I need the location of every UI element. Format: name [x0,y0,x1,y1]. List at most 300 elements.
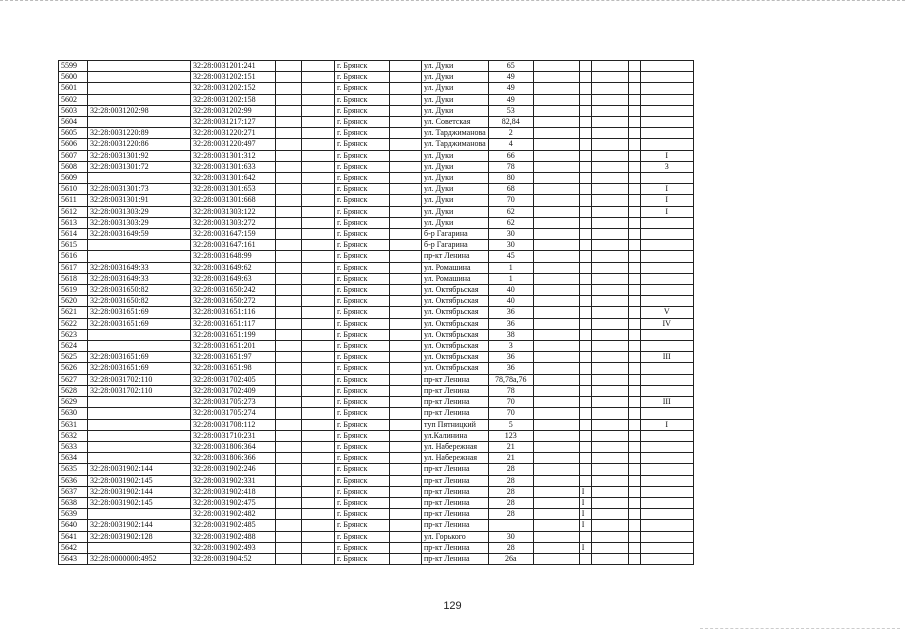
empty-cell [390,173,422,184]
object-cadastral-cell: 32:28:0031705:274 [191,408,276,419]
premise-mark-cell [640,497,693,508]
building-mark-cell [579,217,591,228]
parcel-cadastral-cell [88,173,191,184]
empty-cell [591,374,628,385]
empty-cell [276,150,302,161]
premise-mark-cell [640,520,693,531]
empty-cell [302,542,335,553]
empty-cell [533,251,579,262]
object-cadastral-cell: 32:28:0031647:159 [191,229,276,240]
object-cadastral-cell: 32:28:0031301:668 [191,195,276,206]
table-row [59,217,694,228]
empty-cell [533,195,579,206]
house-number-cell: 49 [488,72,533,83]
empty-cell [302,475,335,486]
empty-cell [628,105,640,116]
building-mark-cell: I [579,542,591,553]
parcel-cadastral-cell [88,251,191,262]
empty-cell [591,329,628,340]
table-row [59,408,694,419]
empty-cell [533,61,579,72]
empty-cell [533,374,579,385]
city-cell: г. Брянск [335,61,390,72]
table-row [59,441,694,452]
table-row [59,363,694,374]
empty-cell [302,184,335,195]
building-mark-cell [579,419,591,430]
empty-cell [276,61,302,72]
empty-cell [302,61,335,72]
register-table-body [59,61,694,565]
building-mark-cell [579,206,591,217]
row-number-cell: 5626 [59,363,88,374]
building-mark-cell [579,94,591,105]
empty-cell [533,184,579,195]
object-cadastral-cell: 32:28:0031702:409 [191,385,276,396]
table-row [59,251,694,262]
empty-cell [276,83,302,94]
street-cell: ул. Октябрьская [422,363,489,374]
building-mark-cell [579,307,591,318]
empty-cell [533,105,579,116]
table-row [59,464,694,475]
empty-cell [628,486,640,497]
empty-cell [276,128,302,139]
empty-cell [628,285,640,296]
empty-cell [390,352,422,363]
empty-cell [591,161,628,172]
house-number-cell: 2 [488,128,533,139]
parcel-cadastral-cell: 32:28:0031902:128 [88,531,191,542]
empty-cell [591,497,628,508]
table-row [59,94,694,105]
empty-cell [390,296,422,307]
empty-cell [533,161,579,172]
parcel-cadastral-cell: 32:28:0031902:144 [88,464,191,475]
street-cell: ул. Набережная [422,453,489,464]
empty-cell [591,262,628,273]
empty-cell [628,509,640,520]
premise-mark-cell [640,72,693,83]
empty-cell [628,195,640,206]
building-mark-cell [579,441,591,452]
object-cadastral-cell: 32:28:0031301:642 [191,173,276,184]
empty-cell [628,83,640,94]
street-cell: ул. Дуки [422,150,489,161]
city-cell: г. Брянск [335,195,390,206]
empty-cell [533,128,579,139]
premise-mark-cell [640,363,693,374]
street-cell: пр-кт Ленина [422,486,489,497]
empty-cell [276,139,302,150]
empty-cell [533,486,579,497]
city-cell: г. Брянск [335,486,390,497]
empty-cell [591,352,628,363]
empty-cell [276,441,302,452]
object-cadastral-cell: 32:28:0031902:246 [191,464,276,475]
empty-cell [302,161,335,172]
row-number-cell: 5638 [59,497,88,508]
row-number-cell: 5599 [59,61,88,72]
house-number-cell: 28 [488,497,533,508]
empty-cell [276,385,302,396]
building-mark-cell [579,352,591,363]
empty-cell [276,419,302,430]
street-cell: ул. Дуки [422,184,489,195]
row-number-cell: 5625 [59,352,88,363]
empty-cell [591,150,628,161]
empty-cell [302,553,335,564]
empty-cell [533,217,579,228]
parcel-cadastral-cell: 32:28:0031902:145 [88,497,191,508]
empty-cell [302,206,335,217]
empty-cell [302,307,335,318]
street-cell: ул. Горького [422,531,489,542]
empty-cell [533,139,579,150]
empty-cell [533,206,579,217]
empty-cell [302,509,335,520]
empty-cell [628,161,640,172]
premise-mark-cell [640,262,693,273]
premise-mark-cell [640,105,693,116]
object-cadastral-cell: 32:28:0031651:201 [191,341,276,352]
parcel-cadastral-cell [88,419,191,430]
house-number-cell: 70 [488,195,533,206]
parcel-cadastral-cell: 32:28:0031202:98 [88,105,191,116]
street-cell: ул. Ромашина [422,262,489,273]
object-cadastral-cell: 32:28:0031806:366 [191,453,276,464]
row-number-cell: 5600 [59,72,88,83]
object-cadastral-cell: 32:28:0031649:63 [191,273,276,284]
building-mark-cell [579,161,591,172]
building-mark-cell [579,139,591,150]
city-cell: г. Брянск [335,453,390,464]
house-number-cell: 38 [488,329,533,340]
premise-mark-cell: III [640,352,693,363]
table-row [59,206,694,217]
table-row [59,542,694,553]
street-cell: пр-кт Ленина [422,475,489,486]
parcel-cadastral-cell: 32:28:0031651:69 [88,363,191,374]
empty-cell [276,531,302,542]
house-number-cell: 26а [488,553,533,564]
empty-cell [276,195,302,206]
empty-cell [302,520,335,531]
empty-cell [591,184,628,195]
building-mark-cell [579,329,591,340]
empty-cell [276,475,302,486]
city-cell: г. Брянск [335,117,390,128]
empty-cell [302,217,335,228]
empty-cell [302,374,335,385]
empty-cell [533,296,579,307]
table-row [59,430,694,441]
parcel-cadastral-cell: 32:28:0031220:89 [88,128,191,139]
object-cadastral-cell: 32:28:0031902:418 [191,486,276,497]
scan-edge-bottom [700,628,900,631]
house-number-cell: 65 [488,61,533,72]
row-number-cell: 5630 [59,408,88,419]
premise-mark-cell [640,385,693,396]
empty-cell [276,509,302,520]
parcel-cadastral-cell: 32:28:0031649:59 [88,229,191,240]
empty-cell [591,206,628,217]
street-cell: ул. Дуки [422,72,489,83]
house-number-cell: 28 [488,509,533,520]
table-row [59,497,694,508]
empty-cell [302,72,335,83]
row-number-cell: 5637 [59,486,88,497]
row-number-cell: 5624 [59,341,88,352]
empty-cell [591,105,628,116]
city-cell: г. Брянск [335,341,390,352]
empty-cell [628,531,640,542]
house-number-cell: 36 [488,318,533,329]
building-mark-cell [579,117,591,128]
row-number-cell: 5606 [59,139,88,150]
empty-cell [533,240,579,251]
empty-cell [533,117,579,128]
empty-cell [628,217,640,228]
parcel-cadastral-cell [88,542,191,553]
empty-cell [390,497,422,508]
empty-cell [390,217,422,228]
empty-cell [533,497,579,508]
empty-cell [390,531,422,542]
table-row [59,72,694,83]
empty-cell [628,374,640,385]
empty-cell [591,61,628,72]
street-cell: ул. Тарджиманова [422,128,489,139]
empty-cell [390,453,422,464]
row-number-cell: 5616 [59,251,88,262]
object-cadastral-cell: 32:28:0031651:117 [191,318,276,329]
building-mark-cell [579,385,591,396]
empty-cell [302,128,335,139]
row-number-cell: 5612 [59,206,88,217]
premise-mark-cell [640,374,693,385]
parcel-cadastral-cell [88,83,191,94]
empty-cell [302,486,335,497]
empty-cell [591,553,628,564]
parcel-cadastral-cell [88,441,191,452]
row-number-cell: 5636 [59,475,88,486]
object-cadastral-cell: 32:28:0031301:633 [191,161,276,172]
empty-cell [628,72,640,83]
premise-mark-cell [640,464,693,475]
city-cell: г. Брянск [335,408,390,419]
city-cell: г. Брянск [335,531,390,542]
premise-mark-cell: I [640,419,693,430]
object-cadastral-cell: 32:28:0031217:127 [191,117,276,128]
table-row [59,520,694,531]
empty-cell [390,542,422,553]
city-cell: г. Брянск [335,105,390,116]
empty-cell [533,363,579,374]
house-number-cell: 78 [488,385,533,396]
empty-cell [390,262,422,273]
object-cadastral-cell: 32:28:0031806:364 [191,441,276,452]
house-number-cell: 49 [488,94,533,105]
object-cadastral-cell: 32:28:0031710:231 [191,430,276,441]
empty-cell [302,497,335,508]
empty-cell [302,441,335,452]
empty-cell [390,251,422,262]
empty-cell [390,229,422,240]
premise-mark-cell [640,542,693,553]
house-number-cell: 21 [488,453,533,464]
parcel-cadastral-cell [88,430,191,441]
city-cell: г. Брянск [335,251,390,262]
empty-cell [533,352,579,363]
table-row [59,273,694,284]
empty-cell [628,430,640,441]
table-row [59,419,694,430]
empty-cell [591,217,628,228]
empty-cell [276,520,302,531]
street-cell: пр-кт Ленина [422,497,489,508]
street-cell: ул. Набережная [422,441,489,452]
row-number-cell: 5605 [59,128,88,139]
empty-cell [628,61,640,72]
empty-cell [628,273,640,284]
empty-cell [302,105,335,116]
object-cadastral-cell: 32:28:0031647:161 [191,240,276,251]
empty-cell [533,329,579,340]
empty-cell [533,318,579,329]
table-row [59,553,694,564]
empty-cell [628,139,640,150]
object-cadastral-cell: 32:28:0031902:488 [191,531,276,542]
empty-cell [276,341,302,352]
house-number-cell: 82,84 [488,117,533,128]
house-number-cell: 53 [488,105,533,116]
premise-mark-cell [640,296,693,307]
empty-cell [390,397,422,408]
empty-cell [628,318,640,329]
street-cell: пр-кт Ленина [422,385,489,396]
row-number-cell: 5607 [59,150,88,161]
scan-edge-top [0,0,905,5]
row-number-cell: 5620 [59,296,88,307]
empty-cell [390,273,422,284]
empty-cell [628,128,640,139]
building-mark-cell [579,397,591,408]
street-cell: ул. Дуки [422,105,489,116]
city-cell: г. Брянск [335,217,390,228]
empty-cell [390,139,422,150]
empty-cell [302,251,335,262]
house-number-cell: 36 [488,352,533,363]
row-number-cell: 5621 [59,307,88,318]
object-cadastral-cell: 32:28:0031202:152 [191,83,276,94]
row-number-cell: 5641 [59,531,88,542]
empty-cell [628,419,640,430]
empty-cell [302,229,335,240]
premise-mark-cell [640,441,693,452]
city-cell: г. Брянск [335,509,390,520]
row-number-cell: 5601 [59,83,88,94]
empty-cell [591,117,628,128]
table-row [59,307,694,318]
row-number-cell: 5623 [59,329,88,340]
premise-mark-cell: I [640,195,693,206]
object-cadastral-cell: 32:28:0031202:158 [191,94,276,105]
street-cell: ул. Дуки [422,83,489,94]
street-cell: ул. Дуки [422,206,489,217]
city-cell: г. Брянск [335,307,390,318]
empty-cell [591,520,628,531]
empty-cell [302,150,335,161]
premise-mark-cell [640,240,693,251]
premise-mark-cell [640,61,693,72]
empty-cell [591,486,628,497]
street-cell: ул. Октябрьская [422,318,489,329]
city-cell: г. Брянск [335,184,390,195]
house-number-cell: 80 [488,173,533,184]
table-row [59,229,694,240]
object-cadastral-cell: 32:28:0031904:52 [191,553,276,564]
street-cell: б-р Гагарина [422,240,489,251]
parcel-cadastral-cell: 32:28:0031902:145 [88,475,191,486]
parcel-cadastral-cell: 32:28:0031650:82 [88,285,191,296]
empty-cell [591,318,628,329]
premise-mark-cell [640,553,693,564]
premise-mark-cell: I [640,206,693,217]
premise-mark-cell [640,128,693,139]
empty-cell [591,273,628,284]
empty-cell [276,251,302,262]
parcel-cadastral-cell: 32:28:0031651:69 [88,318,191,329]
empty-cell [302,531,335,542]
empty-cell [533,520,579,531]
empty-cell [533,430,579,441]
empty-cell [591,430,628,441]
house-number-cell: 4 [488,139,533,150]
page-number: 129 [443,600,462,612]
empty-cell [302,318,335,329]
row-number-cell: 5608 [59,161,88,172]
empty-cell [591,240,628,251]
premise-mark-cell [640,475,693,486]
parcel-cadastral-cell: 32:28:0031301:91 [88,195,191,206]
table-row [59,475,694,486]
building-mark-cell [579,184,591,195]
empty-cell [628,240,640,251]
street-cell: пр-кт Ленина [422,408,489,419]
empty-cell [591,341,628,352]
table-row [59,285,694,296]
street-cell: б-р Гагарина [422,229,489,240]
building-mark-cell [579,531,591,542]
empty-cell [591,94,628,105]
parcel-cadastral-cell: 32:28:0031303:29 [88,217,191,228]
empty-cell [390,318,422,329]
empty-cell [276,94,302,105]
empty-cell [390,161,422,172]
premise-mark-cell [640,273,693,284]
city-cell: г. Брянск [335,94,390,105]
street-cell: пр-кт Ленина [422,553,489,564]
empty-cell [628,206,640,217]
city-cell: г. Брянск [335,329,390,340]
object-cadastral-cell: 32:28:0031650:242 [191,285,276,296]
street-cell: ул.Калинина [422,430,489,441]
empty-cell [276,408,302,419]
house-number-cell: 49 [488,83,533,94]
empty-cell [390,374,422,385]
row-number-cell: 5622 [59,318,88,329]
